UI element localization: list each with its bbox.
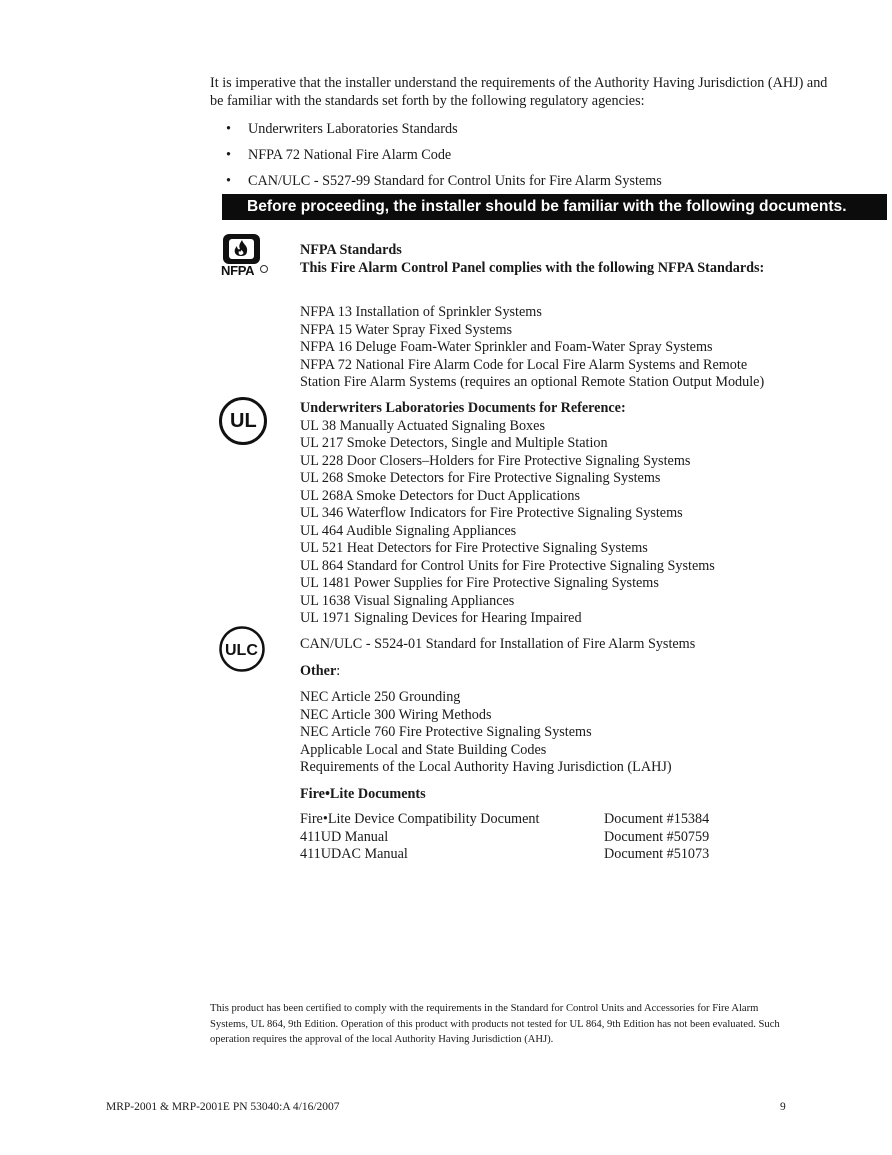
- page-number: 9: [780, 1101, 786, 1113]
- other-heading: [300, 663, 860, 681]
- other-heading-label: Other: [300, 663, 337, 679]
- bullet-text: CAN/ULC - S527-99 Standard for Control Units for Fire Alarm Systems: [248, 172, 662, 189]
- ulc-logo: [218, 625, 266, 673]
- intro-paragraph: It is imperative that the installer understand the requirements of the Authority Having Jurisdiction (AHJ) and be familiar with the standards set forth by the following regulatory agencies:: [210, 75, 828, 109]
- table-row: [300, 846, 860, 864]
- list-item: Applicable Local and State Building Codes: [300, 741, 547, 758]
- list-item: [226, 116, 662, 142]
- nfpa-standards-list: [300, 304, 860, 392]
- ul-circle-icon: [218, 396, 268, 446]
- nfpa-section: [300, 242, 860, 277]
- list-item: UL 464 Audible Signaling Appliances: [300, 522, 517, 539]
- bullet-dot: •: [226, 172, 231, 189]
- list-item: UL 268 Smoke Detectors for Fire Protective Signaling Systems: [300, 470, 661, 486]
- nfpa-heading: NFPA Standards: [300, 242, 402, 258]
- list-item: NFPA 15 Water Spray Fixed Systems: [300, 321, 513, 338]
- ul-documents-list: [300, 400, 860, 628]
- nfpa-logo: [218, 232, 268, 280]
- agency-bullet-list: [226, 116, 662, 194]
- list-item: UL 1481 Power Supplies for Fire Protective Signaling Systems: [300, 575, 659, 591]
- list-item: UL 38 Manually Actuated Signaling Boxes: [300, 417, 545, 434]
- other-heading-colon: :: [336, 663, 341, 679]
- list-item: UL 864 Standard for Control Units for Fire Protective Signaling Systems: [300, 557, 715, 574]
- bullet-dot: •: [226, 146, 231, 163]
- list-item: UL 228 Door Closers–Holders for Fire Protective Signaling Systems: [300, 452, 691, 469]
- table-row: [300, 829, 860, 847]
- other-list: [300, 689, 860, 777]
- nfpa-logo-text: NFPA: [221, 263, 255, 278]
- doc-name: Fire•Lite Device Compatibility Document: [300, 811, 540, 827]
- footer-document-id: MRP-2001 & MRP-2001E PN 53040:A 4/16/2007: [106, 1101, 340, 1113]
- ulc-standard: CAN/ULC - S524-01 Standard for Installation of Fire Alarm Systems: [300, 636, 696, 652]
- list-item: UL 346 Waterflow Indicators for Fire Protective Signaling Systems: [300, 505, 683, 521]
- list-item: UL 217 Smoke Detectors, Single and Multiple Station: [300, 435, 608, 451]
- bullet-text: Underwriters Laboratories Standards: [248, 120, 458, 137]
- ul-logo-text: UL: [230, 410, 257, 432]
- bullet-text: NFPA 72 National Fire Alarm Code: [248, 146, 452, 163]
- notice-banner: Before proceeding, the installer should be familiar with the following documents.: [222, 194, 887, 220]
- ulc-circle-icon: [218, 625, 266, 673]
- list-item: [226, 142, 662, 168]
- doc-name: 411UD Manual: [300, 828, 389, 845]
- list-item: UL 268A Smoke Detectors for Duct Applications: [300, 487, 581, 504]
- firelite-heading: Fire•Lite Documents: [300, 786, 426, 802]
- list-item: UL 1971 Signaling Devices for Hearing Impaired: [300, 610, 582, 626]
- list-item: UL 1638 Visual Signaling Appliances: [300, 592, 515, 609]
- doc-number: Document #51073: [604, 846, 710, 862]
- list-item: UL 521 Heat Detectors for Fire Protective Signaling Systems: [300, 540, 648, 556]
- doc-number: Document #15384: [604, 811, 710, 827]
- list-item: NFPA 13 Installation of Sprinkler Systems: [300, 304, 542, 320]
- registered-mark: [260, 265, 268, 273]
- list-item: NEC Article 250 Grounding: [300, 689, 461, 705]
- list-item: NEC Article 760 Fire Protective Signaling Systems: [300, 724, 592, 740]
- doc-number: Document #50759: [604, 828, 710, 845]
- doc-name: 411UDAC Manual: [300, 846, 408, 862]
- list-item: NEC Article 300 Wiring Methods: [300, 706, 492, 723]
- list-item: [226, 168, 662, 194]
- ul-logo: [218, 396, 268, 446]
- bullet-dot: •: [226, 120, 231, 137]
- table-row: [300, 811, 860, 829]
- firelite-docs-table: [300, 811, 860, 864]
- ul-heading: Underwriters Laboratories Documents for Reference:: [300, 400, 626, 416]
- list-item: Station Fire Alarm Systems (requires an optional Remote Station Output Module): [300, 374, 765, 390]
- list-item: NFPA 72 National Fire Alarm Code for Local Fire Alarm Systems and Remote: [300, 356, 748, 373]
- list-item: Requirements of the Local Authority Having Jurisdiction (LAHJ): [300, 759, 672, 775]
- ulc-logo-text: ULC: [225, 642, 258, 659]
- nfpa-subheading: This Fire Alarm Control Panel complies with the following NFPA Standards:: [300, 259, 765, 276]
- certification-footnote: This product has been certified to comply with the requirements in the Standard for Control Units and Accessories for Fire Alarm Systems, UL 864, 9th Edition. Operation of this product with products not tested for UL 864, 9th Edition has not been evaluated. Such operation requires the approval of the local Authority Having Jurisdiction (AHJ).: [210, 1003, 780, 1045]
- list-item: NFPA 16 Deluge Foam-Water Sprinkler and Foam-Water Spray Systems: [300, 339, 713, 355]
